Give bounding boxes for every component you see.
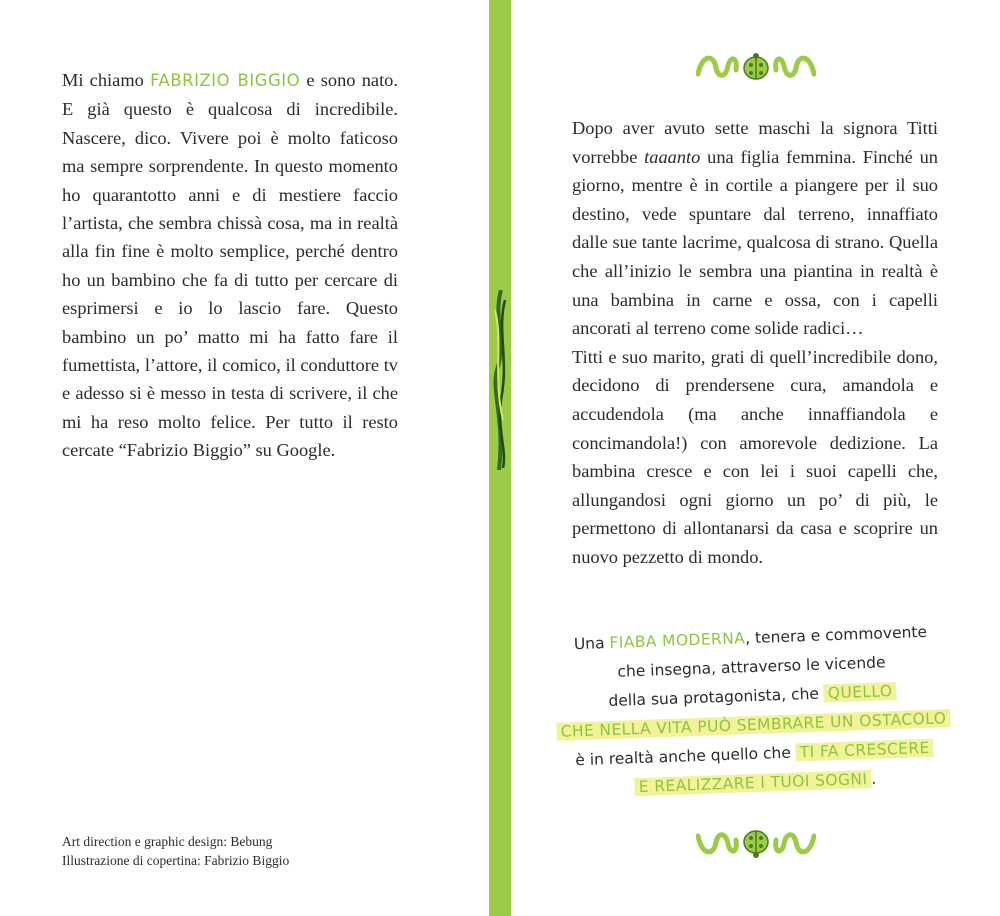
tagline-text: , tenera e commovente xyxy=(744,622,928,648)
left-page xyxy=(0,0,489,916)
tagline-text: della sua protagonista, che xyxy=(608,684,820,711)
credits-design: Art direction e graphic design: Bebung xyxy=(62,834,273,849)
tagline-highlight: CHE NELLA VITA PUÒ SEMBRARE UN OSTACOLO xyxy=(556,709,950,741)
spine-hair-illustration xyxy=(489,290,511,470)
tagline-text: è in realtà anche quello che xyxy=(574,743,792,770)
credits-cover: Illustrazione di copertina: Fabrizio Biggio xyxy=(62,853,290,868)
tagline-highlight: TI FA CRESCERE xyxy=(795,739,934,762)
tagline-text: . xyxy=(870,769,877,788)
synopsis-text: Dopo aver avuto sette maschi la signora Titti vorrebbe xyxy=(572,118,938,167)
leaf-swirl-ornament-icon xyxy=(696,48,816,84)
synopsis-paragraph-1 xyxy=(572,114,938,343)
author-name: FABRIZIO BIGGIO xyxy=(150,71,301,90)
synopsis xyxy=(572,114,938,572)
tagline-highlight: QUELLO xyxy=(824,682,897,703)
tagline-text: Una xyxy=(573,634,605,654)
author-bio xyxy=(62,66,398,465)
leaf-swirl-ornament-icon xyxy=(696,826,816,862)
credits xyxy=(62,832,289,870)
synopsis-text: una figlia femmina. Finché un giorno, mentre è in cortile a piangere per il suo destino, vede spuntare dal terreno, innaffiato dalle sue tante lacrime, qualcosa di strano. Quella che all’inizio le sembra una piantina in realtà è una bambina in carne e ossa, con i capelli ancorati al terreno come solide radici… xyxy=(572,146,938,339)
ladybug-icon xyxy=(744,53,768,79)
synopsis-paragraph-2: Titti e suo marito, grati di quell’incredibile dono, decidono di prendersene cura, amandola e accudendola (ma anche innaffiandola e concimandola!) con amorevole dedizione. La bambina cresce e con lei i suoi capelli che, allungandosi ogni giorno un po’ di più, le permettono di allontanarsi da casa e scoprire un nuovo pezzetto di mondo. xyxy=(572,346,938,567)
bio-text: e sono nato. E già questo è qualcosa di incredibile. Nascere, dico. Vivere poi è molto faticoso ma sempre sorprendente. In questo momento ho quarantotto anni e di mestiere faccio l’artista, che sembra chissà cosa, ma in realtà alla fin fine è molto semplice, perché dentro ho un bambino che fa di tutto per cercare di esprimersi e io lo lascio fare. Questo bambino un po’ matto mi ha fatto fare il fumettista, l’attore, il comico, il conduttore tv e adesso si è messo in testa di scrivere, il che mi ha reso molto felice. Per tutto il resto cercate “Fabrizio Biggio” su Google. xyxy=(62,70,398,461)
synopsis-emphasis: taaanto xyxy=(644,146,701,167)
tagline-highlight: FIABA MODERNA xyxy=(609,629,746,652)
tagline xyxy=(550,617,956,805)
ladybug-icon xyxy=(744,831,768,858)
bio-intro: Mi chiamo xyxy=(62,70,144,90)
tagline-line-2: che insegna, attraverso le vicende xyxy=(617,653,886,681)
tagline-highlight: E REALIZZARE I TUOI SOGNI xyxy=(634,770,871,796)
